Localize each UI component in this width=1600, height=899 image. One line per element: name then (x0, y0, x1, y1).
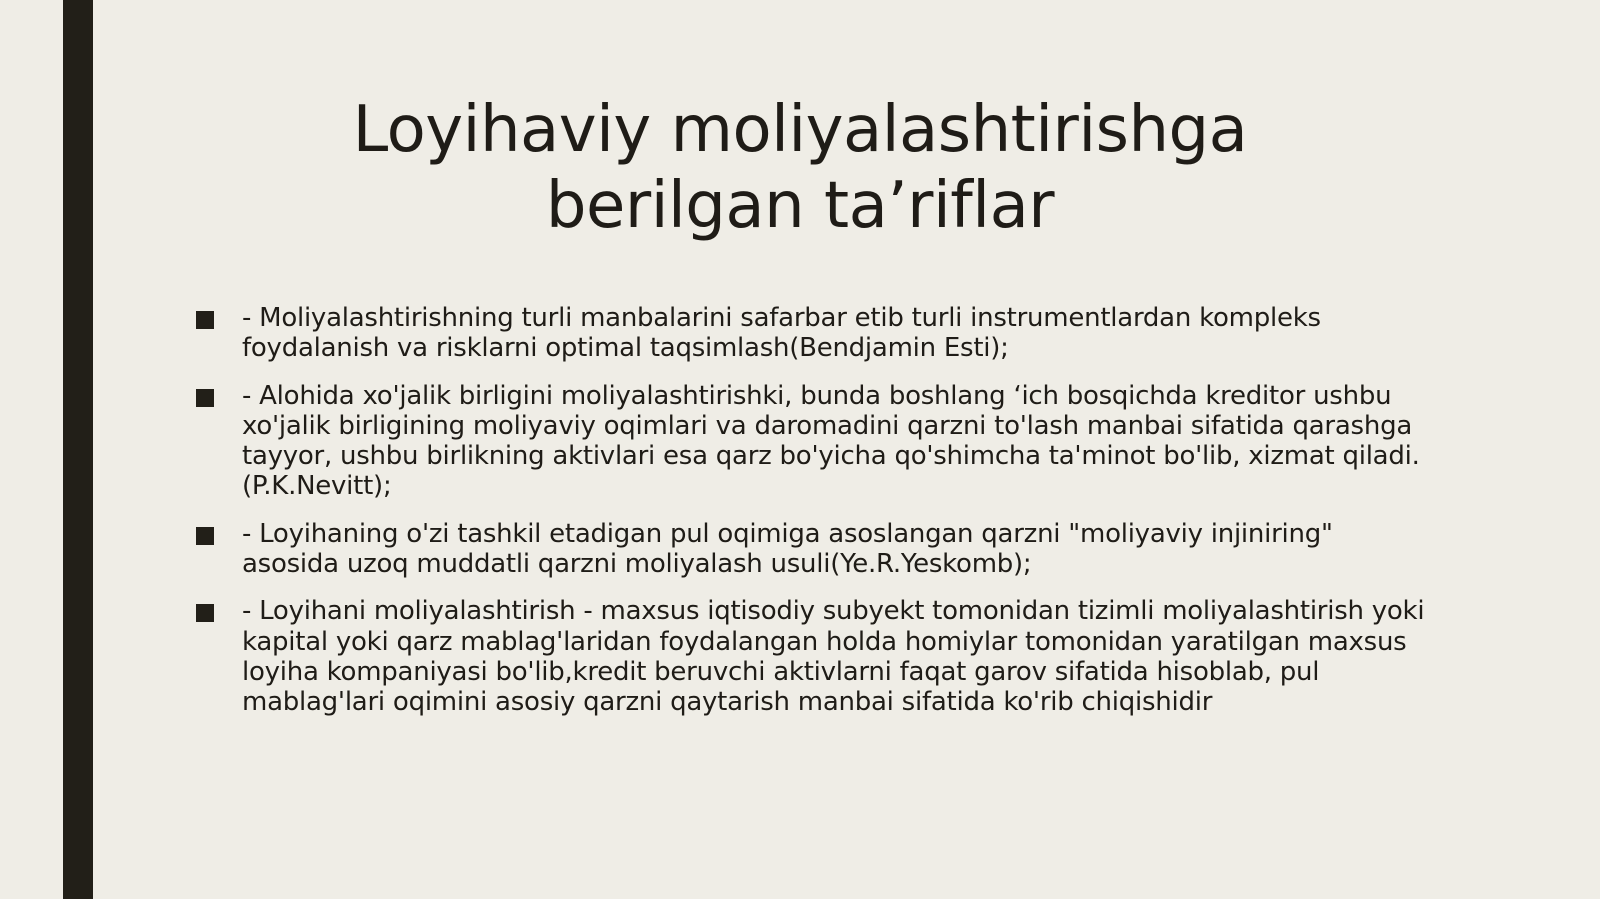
slide-title-line-2: berilgan ta’riflar (545, 169, 1055, 243)
bullet-item (194, 519, 1434, 580)
square-bullet-icon (196, 389, 214, 407)
bullet-item (194, 303, 1434, 364)
bullet-item (194, 596, 1434, 717)
bullet-text: - Alohida xo'jalik birligini moliyalashtirishki, bunda boshlang ‘ich bosqichda kreditor ushbu xo'jalik birligining moliyaviy oqimlari va daromadini qarzni to'lash manbai sifatida qarashga tayyor, ushbu birlikning aktivlari esa qarz bo'yicha qo'shimcha ta'minot bo'lib, xizmat qiladi.(P.K.Nevitt); (242, 380, 1420, 502)
square-bullet-icon (196, 311, 214, 329)
bullet-text: - Moliyalashtirishning turli manbalarini safarbar etib turli instrumentlardan kompleks foydalanish va risklarni optimal taqsimlash(Bendjamin Esti); (242, 303, 1321, 364)
slide-title-line-1: Loyihaviy moliyalashtirishga (352, 93, 1248, 167)
bullet-list (194, 303, 1434, 735)
bullet-text: - Loyihaning o'zi tashkil etadigan pul oqimiga asoslangan qarzni "moliyaviy injiniring" asosida uzoq muddatli qarzni moliyalash usuli(Ye.R.Yeskomb); (242, 518, 1333, 580)
bullet-item (194, 381, 1434, 502)
square-bullet-icon (196, 527, 214, 545)
slide-title (200, 92, 1400, 244)
accent-bar (63, 0, 93, 899)
square-bullet-icon (196, 604, 214, 622)
bullet-text: - Loyihani moliyalashtirish - maxsus iqtisodiy subyekt tomonidan tizimli moliyalashtirish yoki kapital yoki qarz mablag'laridan foydalangan holda homiylar tomonidan yaratilgan maxsus loyiha kompaniyasi bo'lib,kredit beruvchi aktivlarni faqat garov sifatida hisoblab, pul mablag'lari oqimini asosiy qarzni qaytarish manbai sifatida ko'rib chiqishidir (242, 596, 1425, 718)
